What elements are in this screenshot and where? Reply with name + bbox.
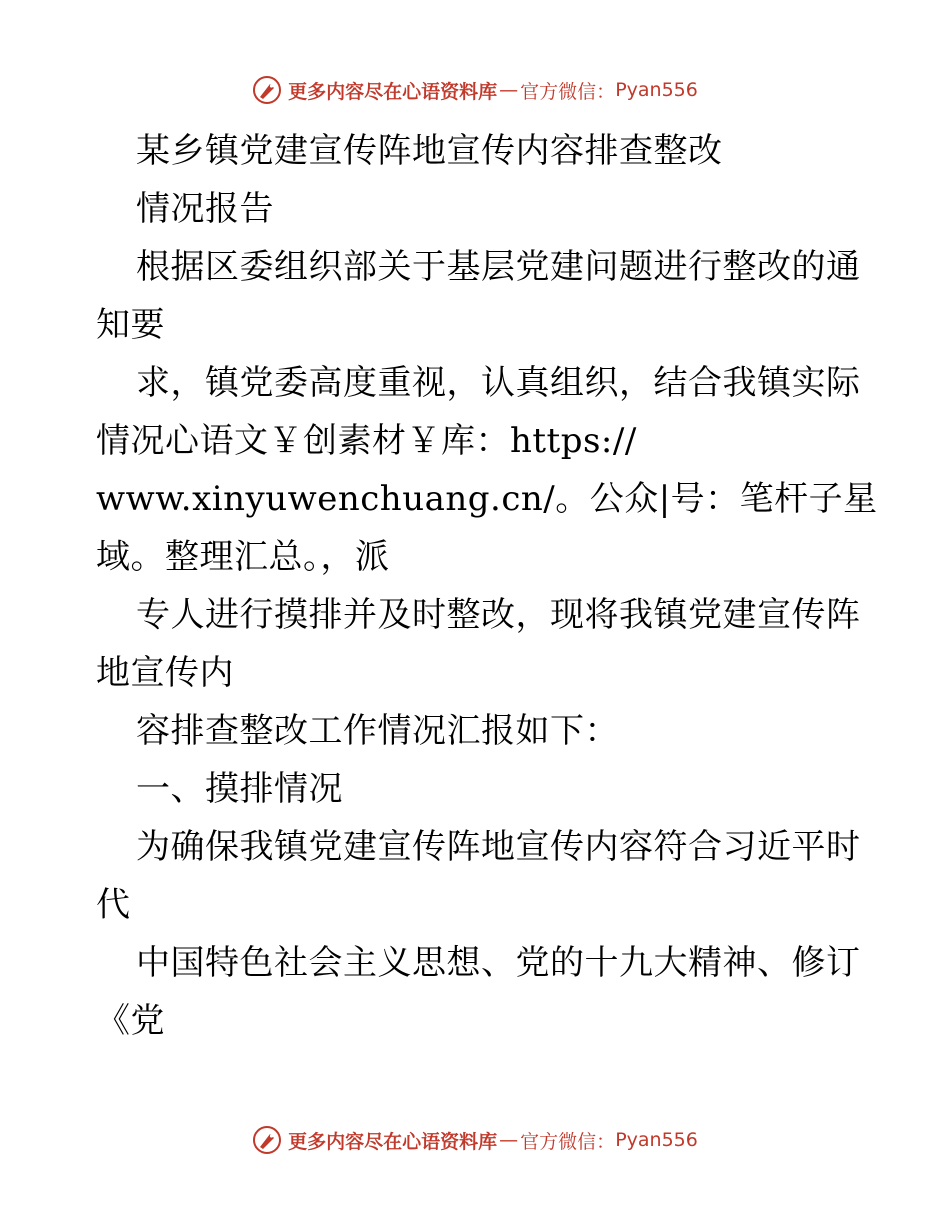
paragraph-line: 地宣传内 — [96, 653, 234, 693]
document-title-line-1: 某乡镇党建宣传阵地宣传内容排查整改 — [136, 131, 723, 171]
document-body — [96, 122, 878, 1050]
watermark-account: Pyan556 — [615, 1129, 698, 1151]
paragraph-line: 中国特色社会主义思想、党的十九大精神、修订 — [136, 943, 861, 983]
pen-nib-logo-icon — [252, 75, 282, 105]
watermark-dash: — — [499, 79, 519, 101]
paragraph-line: 代 — [96, 885, 131, 925]
watermark-dash: — — [499, 1129, 519, 1151]
watermark-account: Pyan556 — [615, 79, 698, 101]
paragraph-line: 专人进行摸排并及时整改，现将我镇党建宣传阵 — [136, 595, 861, 635]
paragraph-line: 求，镇党委高度重视，认真组织，结合我镇实际 — [136, 363, 861, 403]
watermark-wechat-label: 官方微信： — [520, 1130, 616, 1153]
paragraph-line: 情况心语文￥创素材￥库：https:// — [96, 421, 637, 461]
paragraph-line: 《党 — [96, 1001, 165, 1041]
pen-nib-logo-icon — [252, 1125, 282, 1155]
paragraph-line: 容排查整改工作情况汇报如下： — [136, 711, 619, 751]
footer-watermark-banner — [0, 1122, 950, 1158]
document-title-line-2: 情况报告 — [136, 189, 274, 229]
watermark-wechat-label: 官方微信： — [520, 80, 616, 103]
watermark-site-text: 更多内容尽在心语资料库 — [288, 80, 498, 103]
paragraph-line: www.xinyuwenchuang.cn/。公众|号：笔杆子星 — [96, 479, 878, 519]
paragraph-line: 根据区委组织部关于基层党建问题进行整改的通 — [136, 247, 861, 287]
paragraph-line: 为确保我镇党建宣传阵地宣传内容符合习近平时 — [136, 827, 861, 867]
section-heading: 一、摸排情况 — [136, 769, 343, 809]
paragraph-line: 域。整理汇总。，派 — [96, 537, 390, 577]
watermark-site-text: 更多内容尽在心语资料库 — [288, 1130, 498, 1153]
header-watermark-banner — [0, 72, 950, 108]
paragraph-line: 知要 — [96, 305, 165, 345]
